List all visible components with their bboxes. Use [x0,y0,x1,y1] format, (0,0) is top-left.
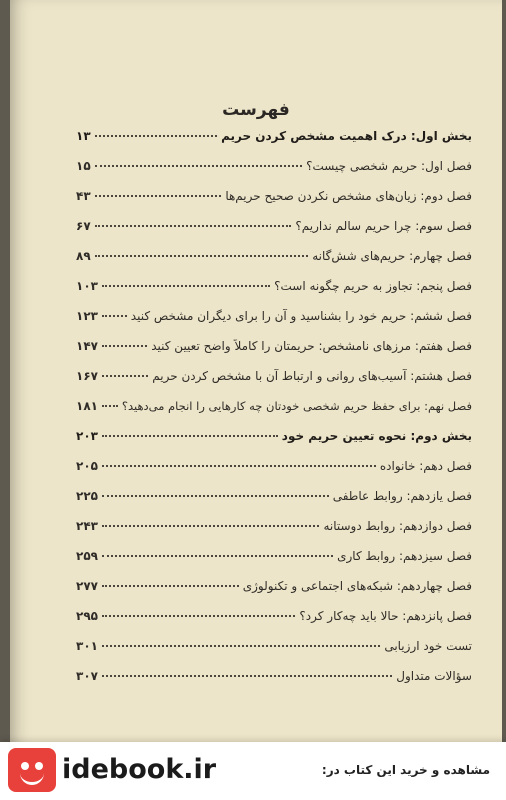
dot-leader [102,405,118,407]
toc-entry [76,489,472,519]
toc-section [76,429,472,459]
dot-leader [102,435,278,437]
toc-entry-label: تست خود ارزیابی [384,639,472,653]
toc-page-number: ۲۹۵ [76,609,98,623]
toc-entry [76,339,472,369]
toc-entry-label: فصل چهاردهم: شبکه‌های اجتماعی و تکنولوژی [242,579,472,593]
toc-entry-label: بخش دوم: نحوه تعیین حریم خود [281,429,472,443]
toc-entry [76,189,472,219]
toc-entry-label: فصل یازدهم: روابط عاطفی [332,489,472,503]
dot-leader [95,135,217,137]
dot-leader [102,285,270,287]
toc-entry-label: فصل چهارم: حریم‌های شش‌گانه [312,249,472,263]
dot-leader [102,525,319,527]
toc-page-number: ۱۵ [76,159,91,173]
toc-page-number: ۲۷۷ [76,579,98,593]
toc-entry [76,669,472,699]
toc-entry [76,549,472,579]
watermark-banner [0,742,506,800]
toc-page-number: ۲۲۵ [76,489,98,503]
toc-entry [76,399,472,429]
toc-page-number: ۱۴۷ [76,339,98,353]
toc-page-number: ۱۲۳ [76,309,98,323]
toc-entry [76,369,472,399]
toc-entry [76,579,472,609]
dot-leader [102,495,329,497]
toc-entry-label: فصل نهم: برای حفظ حریم شخصی خودتان چه کارهایی را انجام می‌دهید؟ [121,399,472,413]
toc-entry-label: فصل هفتم: مرزهای نامشخص: حریمتان را کاملاً واضح تعیین کنید [151,339,472,353]
toc-entry [76,309,472,339]
dot-leader [95,225,292,227]
logo-text: idebook.ir [62,754,217,785]
dot-leader [95,165,302,167]
toc-entry-label: بخش اول: درک اهمیت مشخص کردن حریم [221,129,472,143]
toc-entry-label: سؤالات متداول [396,669,472,683]
dot-leader [102,345,147,347]
dot-leader [102,615,295,617]
toc-entry-label: فصل دوم: زیان‌های مشخص نکردن صحیح حریم‌ها [225,189,472,203]
toc-section [76,129,472,159]
toc-entry [76,219,472,249]
toc-page-number: ۲۰۵ [76,459,98,473]
toc-page-number: ۸۹ [76,249,91,263]
dot-leader [102,315,127,317]
toc-entry [76,279,472,309]
toc-page-number: ۳۰۷ [76,669,98,683]
table-of-contents [76,129,472,699]
dot-leader [95,255,309,257]
toc-page-number: ۴۳ [76,189,91,203]
toc-page-number: ۲۵۹ [76,549,98,563]
toc-entry-label: فصل ششم: حریم خود را بشناسید و آن را برای دیگران مشخص کنید [130,309,472,323]
dot-leader [102,375,148,377]
book-page [10,0,502,800]
dot-leader [102,675,392,677]
toc-page-number: ۲۰۳ [76,429,98,443]
toc-entry-label: فصل هشتم: آسیب‌های روانی و ارتباط آن با مشخص کردن حریم [152,369,472,383]
toc-entry-label: فصل پانزدهم: حالا باید چه‌کار کرد؟ [299,609,472,623]
dot-leader [102,465,376,467]
dot-leader [102,555,333,557]
dot-leader [95,195,222,197]
banner-slogan: مشاهده و خرید این کتاب در: [321,763,490,777]
toc-page-number: ۱۶۷ [76,369,98,383]
toc-page-number: ۳۰۱ [76,639,98,653]
toc-entry-label: فصل سوم: چرا حریم سالم نداریم؟ [295,219,472,233]
idebook-logo-icon [8,748,56,792]
dot-leader [102,645,380,647]
toc-entry-label: فصل دوازدهم: روابط دوستانه [323,519,472,533]
toc-entry-label: فصل پنجم: تجاوز به حریم چگونه است؟ [274,279,472,293]
toc-entry-label: فصل دهم: خانواده [379,459,472,473]
page-title: فهرست [222,100,290,120]
toc-entry [76,249,472,279]
toc-entry-label: فصل اول: حریم شخصی چیست؟ [306,159,472,173]
toc-entry [76,519,472,549]
toc-entry [76,159,472,189]
toc-page-number: ۱۰۳ [76,279,98,293]
dot-leader [102,585,239,587]
toc-entry [76,459,472,489]
toc-entry [76,639,472,669]
toc-page-number: ۱۳ [76,129,91,143]
toc-entry [76,609,472,639]
toc-page-number: ۱۸۱ [76,399,98,413]
toc-entry-label: فصل سیزدهم: روابط کاری [337,549,472,563]
toc-page-number: ۲۴۳ [76,519,98,533]
toc-page-number: ۶۷ [76,219,91,233]
